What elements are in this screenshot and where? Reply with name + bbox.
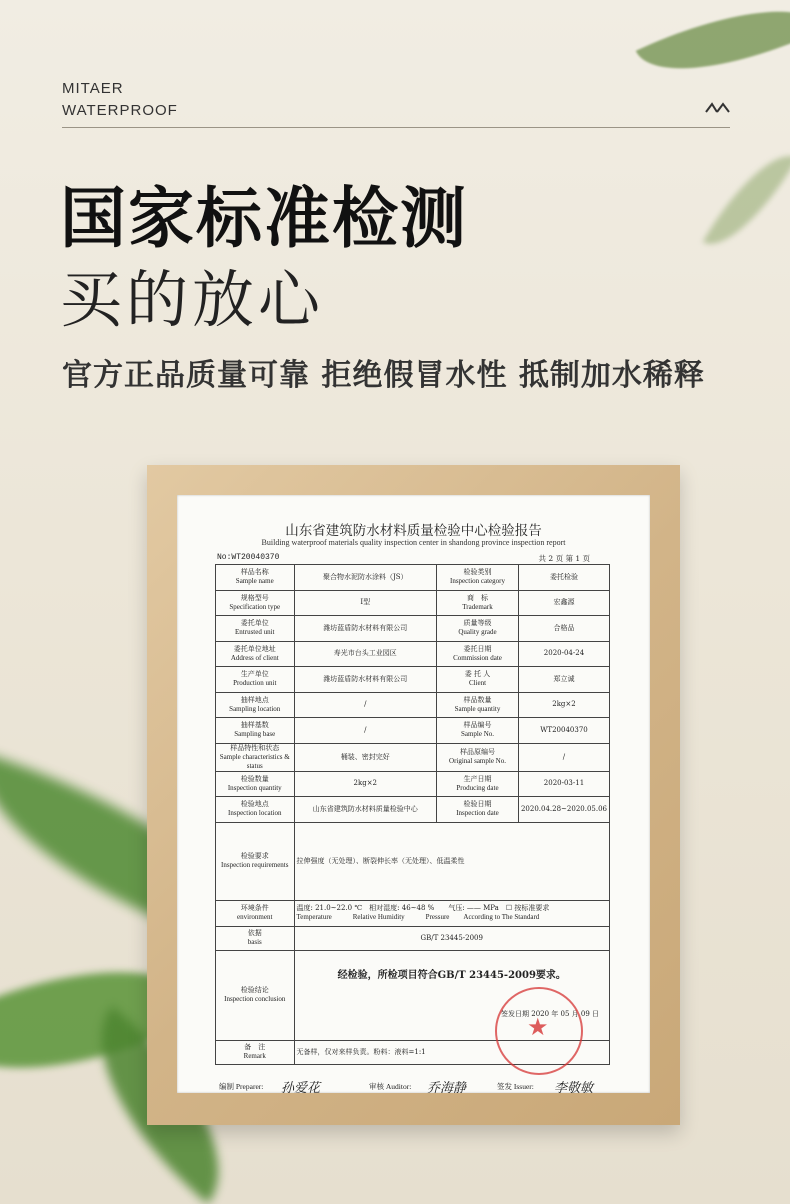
table-cell xyxy=(518,718,609,744)
conclusion-text: 经检验，所检项目符合GB/T 23445-2009要求。 xyxy=(337,970,566,981)
slogan-text: 官方正品质量可靠 拒绝假冒水性 抵制加水稀释 xyxy=(62,358,705,393)
table-cell xyxy=(294,667,437,693)
cell-text-en: Specification type xyxy=(229,602,281,611)
table-cell xyxy=(294,590,437,616)
cell-text: 抽样地点 xyxy=(240,695,269,704)
table-cell xyxy=(294,616,437,642)
table-cell xyxy=(437,590,519,616)
cell-value: 温度: 21.0~22.0 ℃ 相对湿度: 46~48 % 气压: —— MPa ☐ 按标准要求 xyxy=(296,904,550,912)
table-cell xyxy=(518,590,609,616)
cell-text-en: Client xyxy=(468,679,487,688)
table-cell xyxy=(518,616,609,642)
table-row xyxy=(216,822,610,900)
cell-text: 样品特性和状态 xyxy=(230,743,280,752)
table-cell xyxy=(216,590,295,616)
auditor-label: 审核 Auditor: xyxy=(369,1082,412,1091)
preparer-label: 编制 Preparer: xyxy=(219,1082,264,1091)
cell-text-en: Commission date xyxy=(453,653,502,662)
table-cell xyxy=(437,743,519,771)
red-seal-stamp-icon: ★ xyxy=(495,987,583,1075)
cell-text: 2kg×2 xyxy=(552,700,576,709)
cell-label: 依据 xyxy=(247,929,262,937)
cell-text-en: Inspection category xyxy=(449,577,505,586)
report-subtitle: Building waterproof materials quality inspection center in shandong province inspection report xyxy=(261,538,566,547)
cell-text: / xyxy=(364,700,367,709)
cell-text: / xyxy=(364,725,367,734)
cell-text: 样品名称 xyxy=(240,568,269,577)
cell-text: 2020-04-24 xyxy=(543,649,585,658)
cell-text: / xyxy=(562,752,566,761)
table-row xyxy=(216,616,610,642)
table-row xyxy=(216,771,610,797)
cell-text: 寿光市台头工业园区 xyxy=(333,649,397,658)
cell-text-en: Sample characteristics & status xyxy=(219,752,290,770)
table-cell xyxy=(294,565,437,591)
cell-text: 委托日期 xyxy=(463,644,492,653)
cell-text-en: Inspection date xyxy=(456,809,499,818)
auditor-signature: 乔海静 xyxy=(427,1081,467,1096)
table-cell xyxy=(437,718,519,744)
cell-text: 2020-03-11 xyxy=(543,779,585,788)
cell-value: 拉伸强度（无处理）、断裂伸长率（无处理）、低温柔性 xyxy=(294,822,610,900)
table-cell xyxy=(294,797,437,823)
cell-text-en: Inspection quantity xyxy=(227,783,282,792)
cell-text: Ⅰ型 xyxy=(360,598,371,607)
table-cell xyxy=(437,771,519,797)
cell-label-en: basis xyxy=(247,938,262,946)
cell-label: 备 注 xyxy=(244,1043,266,1051)
cell-text-en: Inspection location xyxy=(228,809,282,818)
table-cell xyxy=(518,641,609,667)
page-title: 国家标准检测 xyxy=(60,180,468,257)
table-cell xyxy=(216,771,295,797)
chevron-mark-icon xyxy=(705,100,731,114)
report-number: No:WT20040370 xyxy=(217,553,280,562)
cell-text: 委托单位地址 xyxy=(233,644,276,653)
cell-text: 桶装、密封完好 xyxy=(340,752,390,761)
cell-text: 生产单位 xyxy=(240,670,269,679)
brand-line-1: MITAER xyxy=(62,80,124,97)
cell-text: 规格型号 xyxy=(240,593,269,602)
table-cell xyxy=(216,667,295,693)
report-title: 山东省建筑防水材料质量检验中心检验报告 xyxy=(285,523,542,539)
cell-text: 2kg×2 xyxy=(353,779,378,788)
table-cell xyxy=(518,692,609,718)
table-cell xyxy=(216,641,295,667)
table-cell xyxy=(437,616,519,642)
cell-text: 潍坊蓝盾防水材料有限公司 xyxy=(323,674,408,683)
cell-text: 委 托 人 xyxy=(464,670,491,679)
cell-text: 委托单位 xyxy=(240,619,269,628)
brand-line-2: WATERPROOF xyxy=(62,102,178,119)
cell-label-en: Inspection requirements xyxy=(221,861,289,869)
cell-label-en: Inspection conclusion xyxy=(224,995,286,1003)
cell-value: 无备样，仅对来样负责。粉料：液料=1:1 xyxy=(294,1040,610,1064)
cell-text-en: Sample name xyxy=(235,577,274,586)
table-cell xyxy=(518,797,609,823)
cell-text-en: Sample No. xyxy=(460,730,495,739)
cell-text-en: Sampling base xyxy=(234,730,276,739)
cell-text: 检验数量 xyxy=(240,774,269,783)
cell-text: 2020.04.28~2020.05.06 xyxy=(520,804,607,813)
table-row xyxy=(216,718,610,744)
table-cell xyxy=(216,565,295,591)
cell-text: 抽样基数 xyxy=(240,721,269,730)
table-cell xyxy=(518,771,609,797)
table-cell xyxy=(437,641,519,667)
cell-text: 生产日期 xyxy=(463,774,492,783)
table-cell xyxy=(437,797,519,823)
cell-text: 山东省建筑防水材料质量检验中心 xyxy=(312,804,418,813)
table-cell xyxy=(216,743,295,771)
cell-text-en: Address of client xyxy=(230,653,279,662)
cell-text-en: Trademark xyxy=(462,602,493,611)
brand-logo-text xyxy=(62,78,178,122)
table-cell xyxy=(216,797,295,823)
table-row xyxy=(216,926,610,950)
table-cell xyxy=(216,692,295,718)
inspection-report xyxy=(177,495,650,1096)
issue-date: 签发日期 2020 年 05 月 09 日 xyxy=(501,1010,599,1018)
cell-text: 检验类别 xyxy=(463,568,492,577)
table-cell xyxy=(294,641,437,667)
issuer-signature: 李敬敏 xyxy=(554,1081,594,1096)
leaf-decoration-icon xyxy=(636,0,790,105)
table-row xyxy=(216,743,610,771)
cell-text: 检验地点 xyxy=(240,800,269,809)
cell-text-en: Sampling location xyxy=(229,704,281,713)
cell-text-en: Producing date xyxy=(456,783,499,792)
table-cell xyxy=(437,692,519,718)
cell-text-en: Sample quantity xyxy=(454,704,501,713)
table-row xyxy=(216,797,610,823)
cell-label: 检验结论 xyxy=(240,986,269,994)
table-cell xyxy=(518,565,609,591)
table-cell xyxy=(437,667,519,693)
cell-label: 环境条件 xyxy=(240,904,269,912)
cell-text: 郑立诚 xyxy=(553,674,575,683)
cell-text: 潍坊蓝盾防水材料有限公司 xyxy=(323,623,408,632)
cell-label-en: environment xyxy=(237,913,273,921)
cell-text-en: Quality grade xyxy=(458,628,497,637)
table-cell xyxy=(294,743,437,771)
table-row xyxy=(216,641,610,667)
certificate-frame xyxy=(147,465,680,1125)
table-cell xyxy=(294,771,437,797)
cell-text: 质量等级 xyxy=(463,619,492,628)
table-cell xyxy=(216,718,295,744)
preparer-signature: 孙爱花 xyxy=(281,1081,321,1096)
page-subtitle: 买的放心 xyxy=(60,263,325,336)
issuer-label: 签发 Issuer: xyxy=(497,1082,534,1091)
table-cell xyxy=(294,692,437,718)
cell-text: 合格品 xyxy=(553,623,575,632)
cell-text: 样品编号 xyxy=(463,721,492,730)
table-cell xyxy=(216,616,295,642)
table-row xyxy=(216,900,610,926)
table-row xyxy=(216,667,610,693)
leaf-decoration-icon xyxy=(703,138,790,262)
table-cell xyxy=(294,718,437,744)
table-row xyxy=(216,590,610,616)
report-page: 共 2 页 第 1 页 xyxy=(538,554,590,563)
cell-text: 委托检验 xyxy=(549,572,578,581)
cell-text-en: Production unit xyxy=(233,679,277,688)
cell-text: 聚合物水泥防水涂料（JS） xyxy=(322,572,408,581)
table-cell xyxy=(518,743,609,771)
table-cell xyxy=(518,667,609,693)
table-row xyxy=(216,692,610,718)
cell-label-en: Remark xyxy=(243,1052,266,1060)
divider xyxy=(62,127,730,128)
cell-value-en: Temperature Relative Humidity Pressure According to The Standard xyxy=(296,913,540,921)
cell-text-en: Entrusted unit xyxy=(235,628,275,637)
cell-text: 商 标 xyxy=(467,593,488,602)
cell-text: 检验日期 xyxy=(463,800,492,809)
cell-value: GB/T 23445-2009 xyxy=(294,926,610,950)
table-row xyxy=(216,565,610,591)
cell-label: 检验要求 xyxy=(240,852,269,860)
cell-text: 样品原编号 xyxy=(460,748,495,756)
cell-text: 样品数量 xyxy=(463,695,492,704)
cell-text: WT20040370 xyxy=(540,725,588,734)
table-cell xyxy=(437,565,519,591)
cell-text: 宏鑫源 xyxy=(553,598,575,607)
cell-text-en: Original sample No. xyxy=(449,757,506,765)
